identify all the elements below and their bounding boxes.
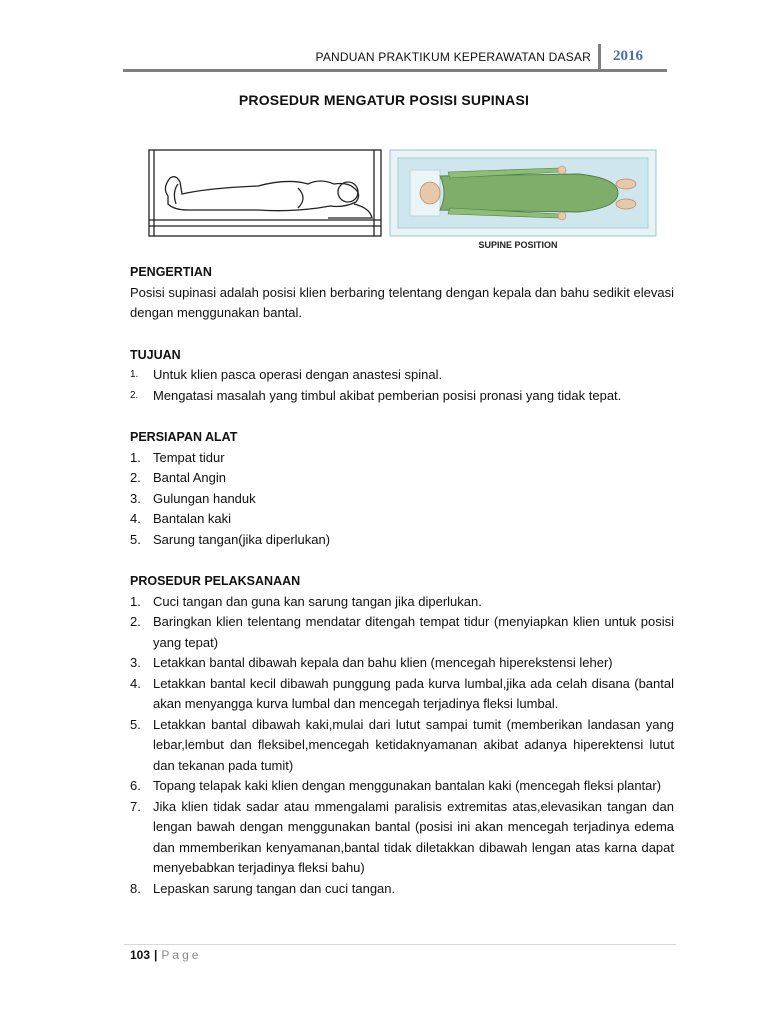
pengertian-text: Posisi supinasi adalah posisi klien berbaring telentang dengan kepala dan bahu sedikit elevasi dengan menggunakan bantal. bbox=[130, 284, 674, 320]
persiapan-list bbox=[130, 448, 674, 551]
tujuan-list bbox=[130, 365, 674, 406]
list-item: 6. Topang telapak kaki klien dengan menggunakan bantalan kaki (mencegah fleksi plantar) bbox=[130, 778, 662, 793]
footer-separator: | bbox=[154, 948, 158, 962]
list-item: 2. Mengatasi masalah yang timbul akibat pemberian posisi pronasi yang tidak tepat. bbox=[130, 387, 622, 403]
supine-position-figure bbox=[148, 148, 660, 254]
section-pengertian bbox=[130, 262, 674, 324]
footer-rule bbox=[124, 944, 676, 945]
list-item: 5. Letakkan bantal dibawah kaki,mulai dari lutut sampai tumit (memberikan landasan yang lebar,lembut dan fleksibel,mencegah ketidaknyamanan akibat adanya hiperektensi lutut dan tekanan pada tumit) bbox=[130, 716, 674, 773]
section-heading: PROSEDUR PELAKSANAAN bbox=[130, 574, 301, 588]
list-item: 3. Letakkan bantal dibawah kepala dan bahu klien (mencegah hiperekstensi leher) bbox=[130, 655, 613, 670]
list-item: 1. Untuk klien pasca operasi dengan anastesi spinal. bbox=[130, 367, 443, 382]
prosedur-list bbox=[130, 592, 674, 900]
side-view-bed bbox=[149, 150, 381, 236]
top-view-bed bbox=[390, 150, 656, 236]
page-title: PROSEDUR MENGATUR POSISI SUPINASI bbox=[238, 92, 530, 108]
page-header bbox=[123, 44, 667, 74]
page-word: Page bbox=[161, 948, 202, 962]
header-rule bbox=[123, 69, 667, 72]
section-prosedur-pelaksanaan bbox=[130, 571, 674, 899]
list-item: 7. Jika klien tidak sadar atau mmengalami paralisis extremitas atas,elevasikan tangan dan lengan bawah dengan menggunakan bantal (posisi ini akan mencegah terjadinya edema dan mmemberikan kenyamanan,bantal tidak diletakkan dibawah lengan atas karna dapat menyebabkan terjadinya fleksi bahu) bbox=[130, 798, 674, 875]
list-item: 4. Bantalan kaki bbox=[130, 511, 232, 526]
header-year: 2016 bbox=[613, 48, 643, 64]
page-number: 103 bbox=[130, 948, 151, 962]
list-item: 8. Lepaskan sarung tangan dan cuci tangan. bbox=[130, 880, 396, 896]
list-item: 2. Bantal Angin bbox=[130, 470, 227, 485]
list-item: 3. Gulungan handuk bbox=[130, 490, 256, 506]
supine-illustration bbox=[148, 148, 660, 254]
section-heading: PERSIAPAN ALAT bbox=[130, 430, 238, 444]
list-item: 1. Tempat tidur bbox=[130, 449, 225, 465]
list-item: 2. Baringkan klien telentang mendatar ditengah tempat tidur (menyiapkan klien untuk posisi yang tepat) bbox=[130, 614, 674, 650]
section-tujuan bbox=[130, 345, 674, 407]
list-item: 4. Letakkan bantal kecil dibawah punggung pada kurva lumbal,jika ada celah disana (bantal akan menyangga kurva lumbal dan mencegah terjadinya fleksi lumbal. bbox=[130, 675, 674, 711]
header-doc-title: PANDUAN PRAKTIKUM KEPERAWATAN DASAR bbox=[315, 50, 591, 64]
document-body bbox=[130, 262, 674, 899]
page-footer bbox=[130, 948, 201, 962]
section-persiapan-alat bbox=[130, 427, 674, 550]
section-heading: TUJUAN bbox=[130, 347, 181, 362]
figure-caption: SUPINE POSITION bbox=[478, 240, 558, 250]
header-divider bbox=[598, 44, 601, 72]
section-heading: PENGERTIAN bbox=[130, 265, 212, 279]
list-item: 1. Cuci tangan dan guna kan sarung tangan jika diperlukan. bbox=[130, 593, 482, 609]
list-item: 5. Sarung tangan(jika diperlukan) bbox=[130, 531, 331, 547]
